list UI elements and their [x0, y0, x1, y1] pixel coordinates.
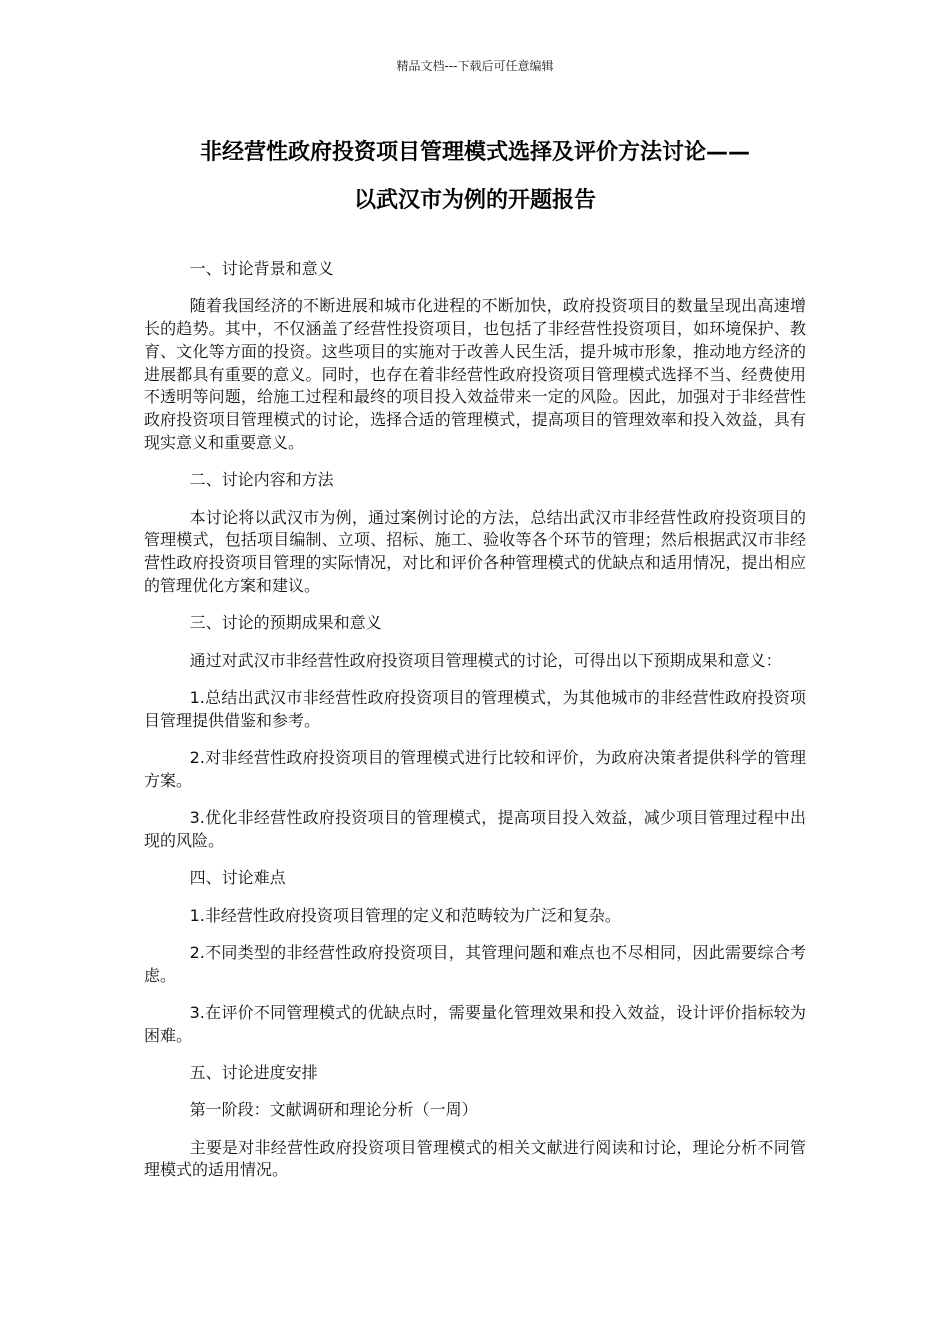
section-heading-content-method: 二、讨论内容和方法 [189, 470, 334, 490]
paragraph-expected-results-intro: 通过对武汉市非经营性政府投资项目管理模式的讨论，可得出以下预期成果和意义： [189, 650, 782, 670]
document-title-line-2: 以武汉市为例的开题报告 [353, 188, 596, 213]
list-item-result-2: 2.对非经营性政府投资项目的管理模式进行比较和评价，为政府决策者提供科学的管理方案。 [144, 748, 806, 790]
schedule-phase-1: 第一阶段：文献调研和理论分析（一周） [189, 1100, 478, 1120]
list-item-result-3: 3.优化非经营性政府投资项目的管理模式，提高项目投入效益，减少项目管理过程中出现的风险。 [144, 808, 806, 850]
paragraph-background: 随着我国经济的不断进展和城市化进程的不断加快，政府投资项目的数量呈现出高速增长的趋势。其中，不仅涵盖了经营性投资项目，也包括了非经营性投资项目，如环境保护、教育、文化等方面的投资。这些项目的实施对于改善人民生活，提升城市形象，推动地方经济的进展都具有重要的意义。同时，也存在着非经营性政府投资项目管理模式选择不当、经费使用不透明等问题，给施工过程和最终的项目投入效益带来一定的风险。因此，加强对于非经营性政府投资项目管理模式的讨论，选择合适的管理模式，提高项目的管理效率和投入效益，具有现实意义和重要意义。 [144, 296, 806, 453]
section-heading-expected-results: 三、讨论的预期成果和意义 [189, 613, 382, 633]
document-title-line-1: 非经营性政府投资项目管理模式选择及评价方法讨论—— [199, 140, 750, 165]
section-heading-schedule: 五、讨论进度安排 [189, 1063, 318, 1083]
list-item-result-1: 1.总结出武汉市非经营性政府投资项目的管理模式，为其他城市的非经营性政府投资项目管理提供借鉴和参考。 [144, 687, 806, 730]
document-body [144, 258, 806, 1197]
section-heading-background: 一、讨论背景和意义 [189, 259, 334, 278]
list-item-difficulty-2: 2.不同类型的非经营性政府投资项目，其管理问题和难点也不尽相同，因此需要综合考虑。 [144, 942, 806, 985]
list-item-difficulty-1: 1.非经营性政府投资项目管理的定义和范畴较为广泛和复杂。 [189, 905, 621, 925]
list-item-difficulty-3: 3.在评价不同管理模式的优缺点时，需要量化管理效果和投入效益，设计评价指标较为困难。 [144, 1002, 806, 1045]
page-header: 精品文档---下载后可任意编辑 [396, 59, 554, 73]
paragraph-content-method: 本讨论将以武汉市为例，通过案例讨论的方法，总结出武汉市非经营性政府投资项目的管理模式，包括项目编制、立项、招标、施工、验收等各个环节的管理；然后根据武汉市非经营性政府投资项目管理的实际情况，对比和评价各种管理模式的优缺点和适用情况，提出相应的管理优化方案和建议。 [144, 507, 806, 596]
paragraph-phase-1-detail: 主要是对非经营性政府投资项目管理模式的相关文献进行阅读和讨论，理论分析不同管理模式的适用情况。 [144, 1137, 806, 1180]
section-heading-difficulties: 四、讨论难点 [189, 868, 286, 888]
